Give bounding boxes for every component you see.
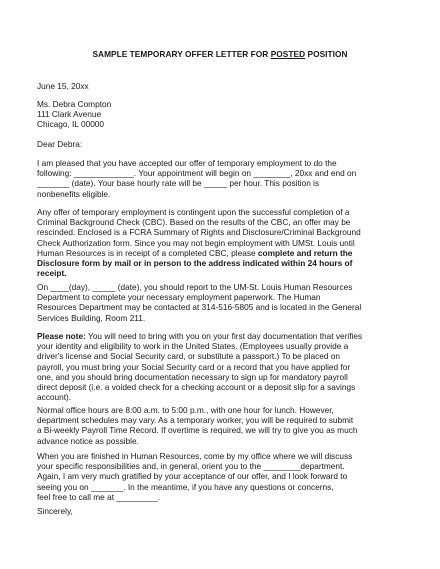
letter-closing: Sincerely,: [37, 506, 73, 516]
address-line: Ms. Debra Compton: [37, 99, 112, 109]
address-line: Chicago, IL 00000: [37, 119, 105, 130]
letter-title: SAMPLE TEMPORARY OFFER LETTER FOR POSTED POSITION: [92, 49, 348, 59]
paragraph-orientation: When you are finished in Human Resources, come by my office where we will discuss your specific responsibilities and, in general, orient you to the ________department. Again, I am very much gratified by your acceptance of our offer, and I look forward to seeing you on _______. In the meantime, if you have any questions or concerns, feel free to call me at _________.: [37, 451, 353, 502]
recipient-address: [37, 99, 377, 130]
paragraph-documentation: Please note: You will need to bring with you on your first day documentation that verifies your identity and eligibility to work in the United States. (Employees usually provide a driver's license and Social Security card, or substitute a passport.) To be placed on payroll, you must bring your Social Security card or a record that you have applied for one, and you should bring documentation necessary to sign up for mandatory payroll direct deposit (i.e. a voided check for a checking account or a deposit slip for a savings account).: [37, 331, 363, 403]
bold-instruction: complete and return the: [257, 247, 353, 258]
address-line: 111 Clark Avenue: [37, 109, 102, 120]
paragraph-reporting: On ____(day), _____ (date), you should report to the UM-St. Louis Human Resources Department to complete your necessary employment paperwork. The Human Resources Department may be contacted at 314-516-5805 and is located in the General Services Building, Room 211.: [37, 282, 362, 323]
paragraph-employment-terms: I am pleased that you have accepted our offer of temporary employment to do the following: _____________. Your appointment will begin on ________, 20xx and end on _______ (date). Your base hourly rate will be _____ per hour. This position is nonbenefits eligible.: [37, 158, 357, 199]
paragraph-office-hours: Normal office hours are 8:00 a.m. to 5:00 p.m., with one hour for lunch. However, department schedules may vary. As a temporary worker, you will be required to submit a Bi-weekly Payroll Time Record. If overtime is required, we will try to give you as much advance notice as possible.: [37, 405, 358, 446]
please-note-label: Please note:: [37, 331, 86, 341]
salutation: Dear Debra:: [37, 139, 83, 149]
paragraph-background-check: Any offer of temporary employment is contingent upon the successful completion of a Criminal Background Check (CBC). Based on the results of the CBC, an offer may be rescinded. Enclosed is a FCRA Summary of Rights and Disclosure/Criminal Background Check Authorization form. Since you may not begin employment with UMSt. Louis until Human Resources is in receipt of a completed CBC, please complete and return the Disclosure form by mail or in person to the address indicated within 24 hours of receipt.: [37, 207, 361, 279]
title-underlined-word: POSTED: [270, 49, 306, 59]
letter-date: June 15, 20xx: [37, 81, 89, 91]
